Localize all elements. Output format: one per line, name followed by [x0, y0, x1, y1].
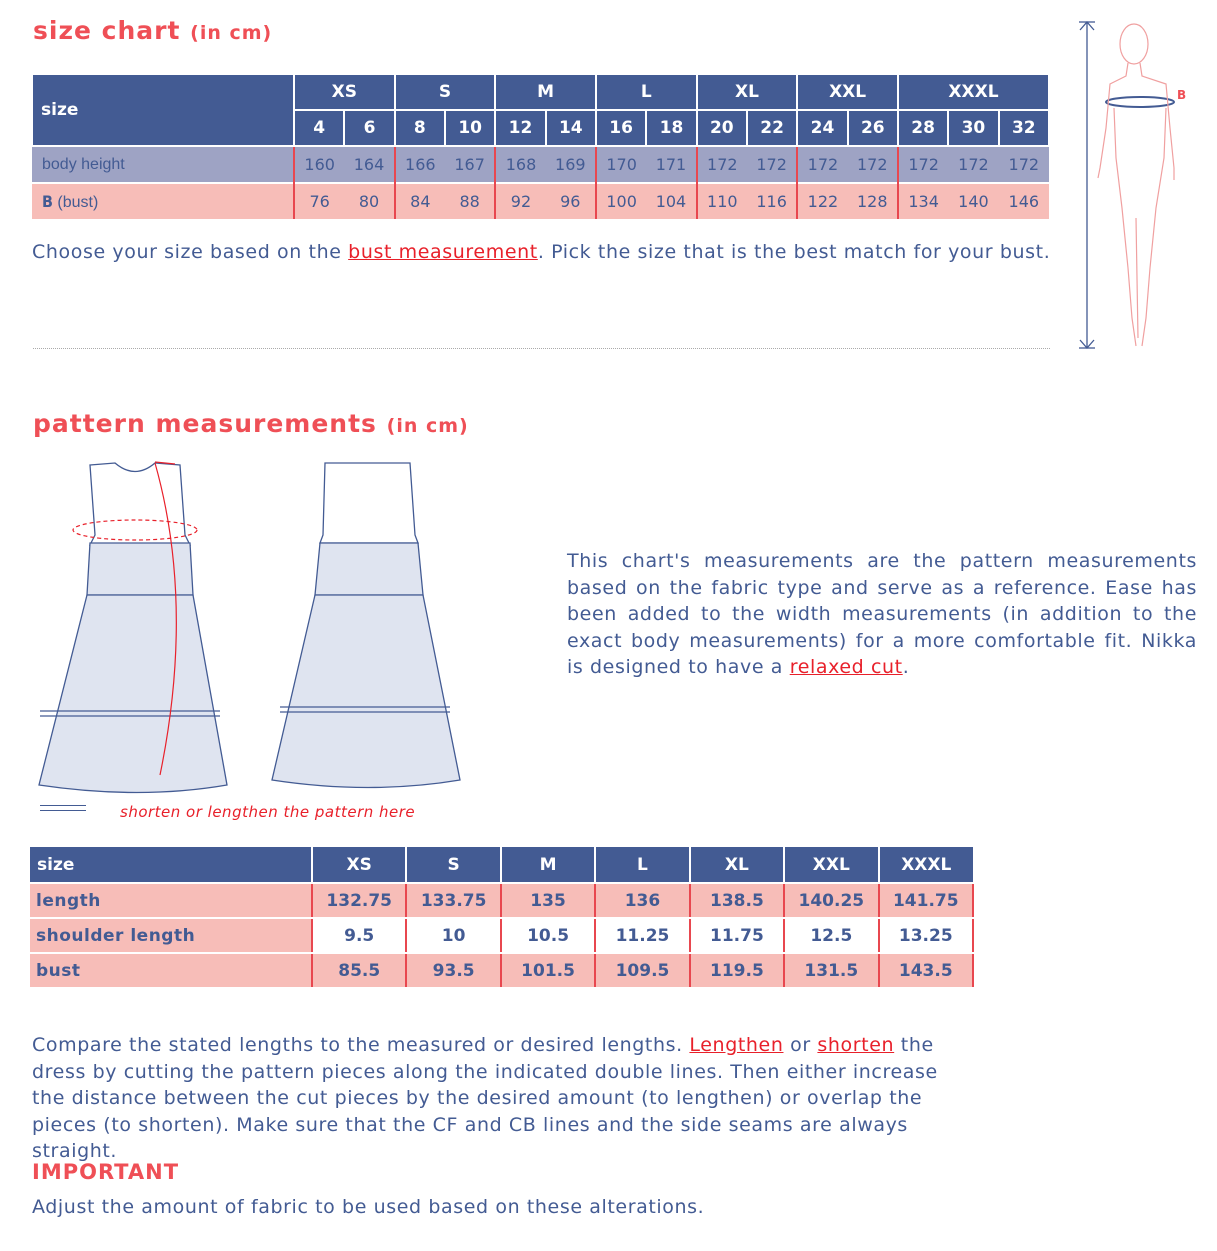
bust-value: 116 — [747, 183, 797, 219]
important-heading: IMPORTANT — [32, 1160, 180, 1184]
divider — [33, 348, 1050, 349]
bust-value: 128 — [848, 183, 898, 219]
measurement-value: 9.5 — [312, 918, 406, 953]
size-number: 28 — [898, 110, 948, 146]
measurement-value: 93.5 — [406, 953, 500, 988]
measurement-value: 10 — [406, 918, 500, 953]
bust-value: 134 — [898, 183, 948, 219]
bust-value: 122 — [797, 183, 847, 219]
bust-value: 110 — [697, 183, 747, 219]
measurement-value: 140.25 — [784, 883, 878, 918]
measurement-value: 143.5 — [879, 953, 973, 988]
table-row — [30, 883, 973, 918]
body-height-value: 166 — [395, 146, 445, 183]
measurement-value: 13.25 — [879, 918, 973, 953]
lengthen-link[interactable]: Lengthen — [689, 1034, 784, 1056]
measurement-value: 132.75 — [312, 883, 406, 918]
instructions: Compare the stated lengths to the measured or desired lengths. Lengthen or shorten the dress by cutting the pattern pieces along the indicated double lines. Then either increase the distance between the cut pieces by the desired amount (to lengthen) or overlap the pieces (to shorten). Make sure that the CF and CB lines and the side seams are always straight. — [32, 1034, 938, 1162]
body-height-value: 172 — [797, 146, 847, 183]
size-group-m: M — [495, 74, 596, 110]
size-chart-table — [31, 73, 1050, 219]
measurement-value: 85.5 — [312, 953, 406, 988]
bust-value: 96 — [546, 183, 596, 219]
bust-measurement-link[interactable]: bust measurement — [348, 241, 538, 263]
size-number: 22 — [747, 110, 797, 146]
pattern-title: pattern measurements (in cm) — [33, 409, 469, 438]
measurement-value: 141.75 — [879, 883, 973, 918]
measurement-value: 11.75 — [690, 918, 784, 953]
relaxed-cut-link[interactable]: relaxed cut — [789, 656, 903, 678]
size-number: 6 — [344, 110, 394, 146]
size-column-header: XXL — [784, 847, 878, 883]
size-number: 14 — [546, 110, 596, 146]
measurement-value: 119.5 — [690, 953, 784, 988]
row-label: shoulder length — [30, 918, 312, 953]
bust-value: 76 — [294, 183, 344, 219]
pattern-measurements-table — [30, 847, 974, 989]
measurement-value: 12.5 — [784, 918, 878, 953]
size-column-header: S — [406, 847, 500, 883]
size-group-xs: XS — [294, 74, 395, 110]
size-number: 32 — [999, 110, 1049, 146]
body-height-value: 167 — [445, 146, 495, 183]
bust-value: 92 — [495, 183, 545, 219]
size-number: 12 — [495, 110, 545, 146]
measurement-value: 10.5 — [501, 918, 595, 953]
size-group-xl: XL — [697, 74, 798, 110]
size-chart-title: size chart (in cm) — [33, 16, 273, 45]
size-number: 24 — [797, 110, 847, 146]
body-height-value: 172 — [848, 146, 898, 183]
bust-value: 146 — [999, 183, 1049, 219]
size-column-header: XS — [312, 847, 406, 883]
bust-value: 84 — [395, 183, 445, 219]
body-height-value: 170 — [596, 146, 646, 183]
important-text: Adjust the amount of fabric to be used based on these alterations. — [32, 1196, 705, 1218]
body-height-value: 172 — [948, 146, 998, 183]
body-height-value: 164 — [344, 146, 394, 183]
size-column-header: L — [595, 847, 689, 883]
body-height-value: 168 — [495, 146, 545, 183]
shorten-link[interactable]: shorten — [817, 1034, 895, 1056]
cut-line-legend: shorten or lengthen the pattern here — [120, 803, 416, 821]
bust-value: 104 — [646, 183, 696, 219]
size-header: size — [30, 847, 312, 883]
size-number: 10 — [445, 110, 495, 146]
measurement-value: 136 — [595, 883, 689, 918]
table-row — [30, 918, 973, 953]
size-group-xxxl: XXXL — [898, 74, 1049, 110]
size-number: 26 — [848, 110, 898, 146]
measurement-value: 11.25 — [595, 918, 689, 953]
size-number: 20 — [697, 110, 747, 146]
size-number: 30 — [948, 110, 998, 146]
body-height-value: 172 — [999, 146, 1049, 183]
dress-illustration — [35, 455, 470, 800]
size-group-xxl: XXL — [797, 74, 898, 110]
bust-marker-label: B — [1177, 88, 1187, 102]
measurement-value: 135 — [501, 883, 595, 918]
pattern-description: This chart's measurements are the pattern measurements based on the fabric type and serve as a reference. Ease has been added to the width measurements (in addition to the exact body measurements) for a more comfortable fit. Nikka is designed to have a relaxed cut. — [567, 550, 1197, 678]
body-height-value: 172 — [747, 146, 797, 183]
size-group-l: L — [596, 74, 697, 110]
body-height-value: 172 — [697, 146, 747, 183]
body-height-value: 172 — [898, 146, 948, 183]
bust-value: 140 — [948, 183, 998, 219]
body-figure-illustration — [1070, 18, 1200, 353]
measurement-value: 138.5 — [690, 883, 784, 918]
measurement-value: 101.5 — [501, 953, 595, 988]
size-column-header: XXXL — [879, 847, 973, 883]
size-number: 8 — [395, 110, 445, 146]
bust-value: 88 — [445, 183, 495, 219]
body-height-label: body height — [32, 146, 294, 183]
size-group-s: S — [395, 74, 496, 110]
bust-value: 100 — [596, 183, 646, 219]
size-header: size — [32, 74, 294, 146]
size-number: 16 — [596, 110, 646, 146]
size-number: 4 — [294, 110, 344, 146]
measurement-value: 131.5 — [784, 953, 878, 988]
size-note: Choose your size based on the bust measurement. Pick the size that is the best match for your bust. — [32, 241, 1051, 263]
bust-value: 80 — [344, 183, 394, 219]
body-height-value: 171 — [646, 146, 696, 183]
measurement-value: 109.5 — [595, 953, 689, 988]
table-row — [30, 953, 973, 988]
size-column-header: XL — [690, 847, 784, 883]
bust-label: B (bust) — [32, 183, 294, 219]
cut-line-legend-icon — [40, 805, 86, 811]
row-label: bust — [30, 953, 312, 988]
body-height-value: 169 — [546, 146, 596, 183]
row-label: length — [30, 883, 312, 918]
size-number: 18 — [646, 110, 696, 146]
size-column-header: M — [501, 847, 595, 883]
body-height-value: 160 — [294, 146, 344, 183]
measurement-value: 133.75 — [406, 883, 500, 918]
